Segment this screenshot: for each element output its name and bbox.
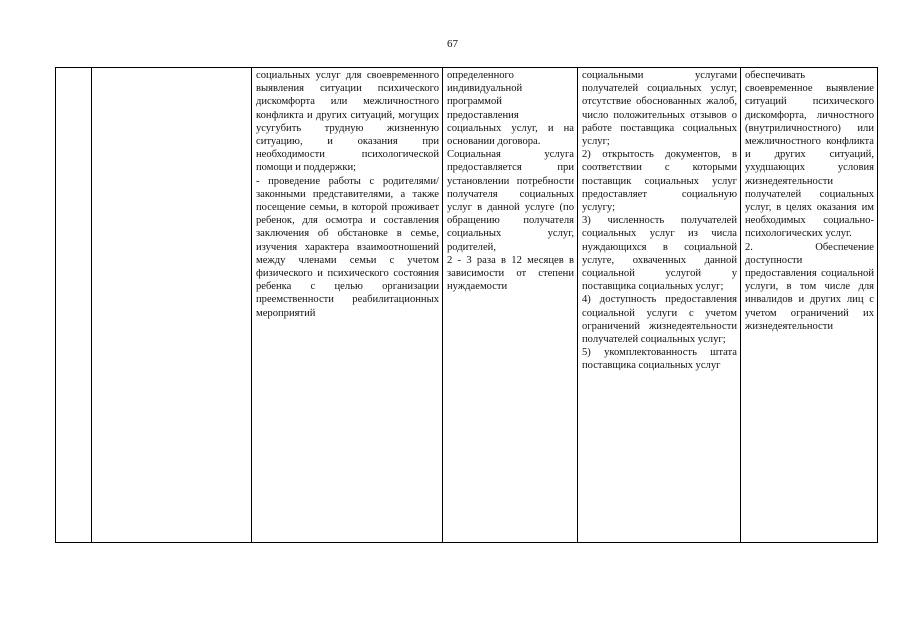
table-cell-service-terms [443,68,578,543]
table-cell-quality-indicators [578,68,741,543]
table-cell-number [56,68,92,543]
table-cell-service-conditions [741,68,878,543]
cell-text: социальных услуг для своевременного выявления ситуации психического дискомфорта или межличностного конфликта и других ситуаций, могущих усугубить трудную жизненную ситуацию, и оказания при необходимости психологической помощи и поддержки; - проведение работы с родителями/законными представителями, а также посещение семьи, в которой проживает ребенок, для осмотра и составления заключения об обстановке в семье, изучения характера взаимоотношений между членами семьи с учетом физического и психического состояния ребенка с целью организации преемственности реабилитационных мероприятий [256,70,439,319]
table-cell-service-name [92,68,252,543]
page-number: 67 [447,38,458,50]
cell-text: социальными услугами получателей социальных услуг, отсутствие обоснованных жалоб, число положительных отзывов о работе поставщика социальных услуг; 2) открытость документов, в соответствии с которыми поставщик социальных услуг предоставляет социальную услугу; 3) численность получателей социальных услуг из числа нуждающихся в социальной услуге, охваченных данной социальной услугой у поставщика социальных услуг; 4) доступность предоставления социальной услуги с учетом ограничений жизнедеятельности получателей социальных услуг; 5) укомплектованность штата поставщика социальных услуг [582,70,737,372]
table-cell-service-description [252,68,443,543]
services-table [55,67,878,543]
cell-text: обеспечивать своевременное выявление ситуаций психического дискомфорта, личностного (внутриличностного) или межличностного конфликта и других ситуаций, ухудшающих условия жизнедеятельности получателей социальных услуг, в целях оказания им необходимых социально-психологических услуг. 2. Обеспечение доступности предоставления социальной услуги, в том числе для инвалидов и других лиц с учетом ограничений их жизнедеятельности [745,70,874,332]
cell-text: определенного индивидуальной программой предоставления социальных услуг, и на основании договора. Социальная услуга предоставляется при установлении потребности получателя социальных услуг в данной услуге (по обращению получателя социальных услуг, родителей, 2 - 3 раза в 12 месяцев в зависимости от степени нуждаемости [447,70,574,293]
table-row [56,68,878,543]
